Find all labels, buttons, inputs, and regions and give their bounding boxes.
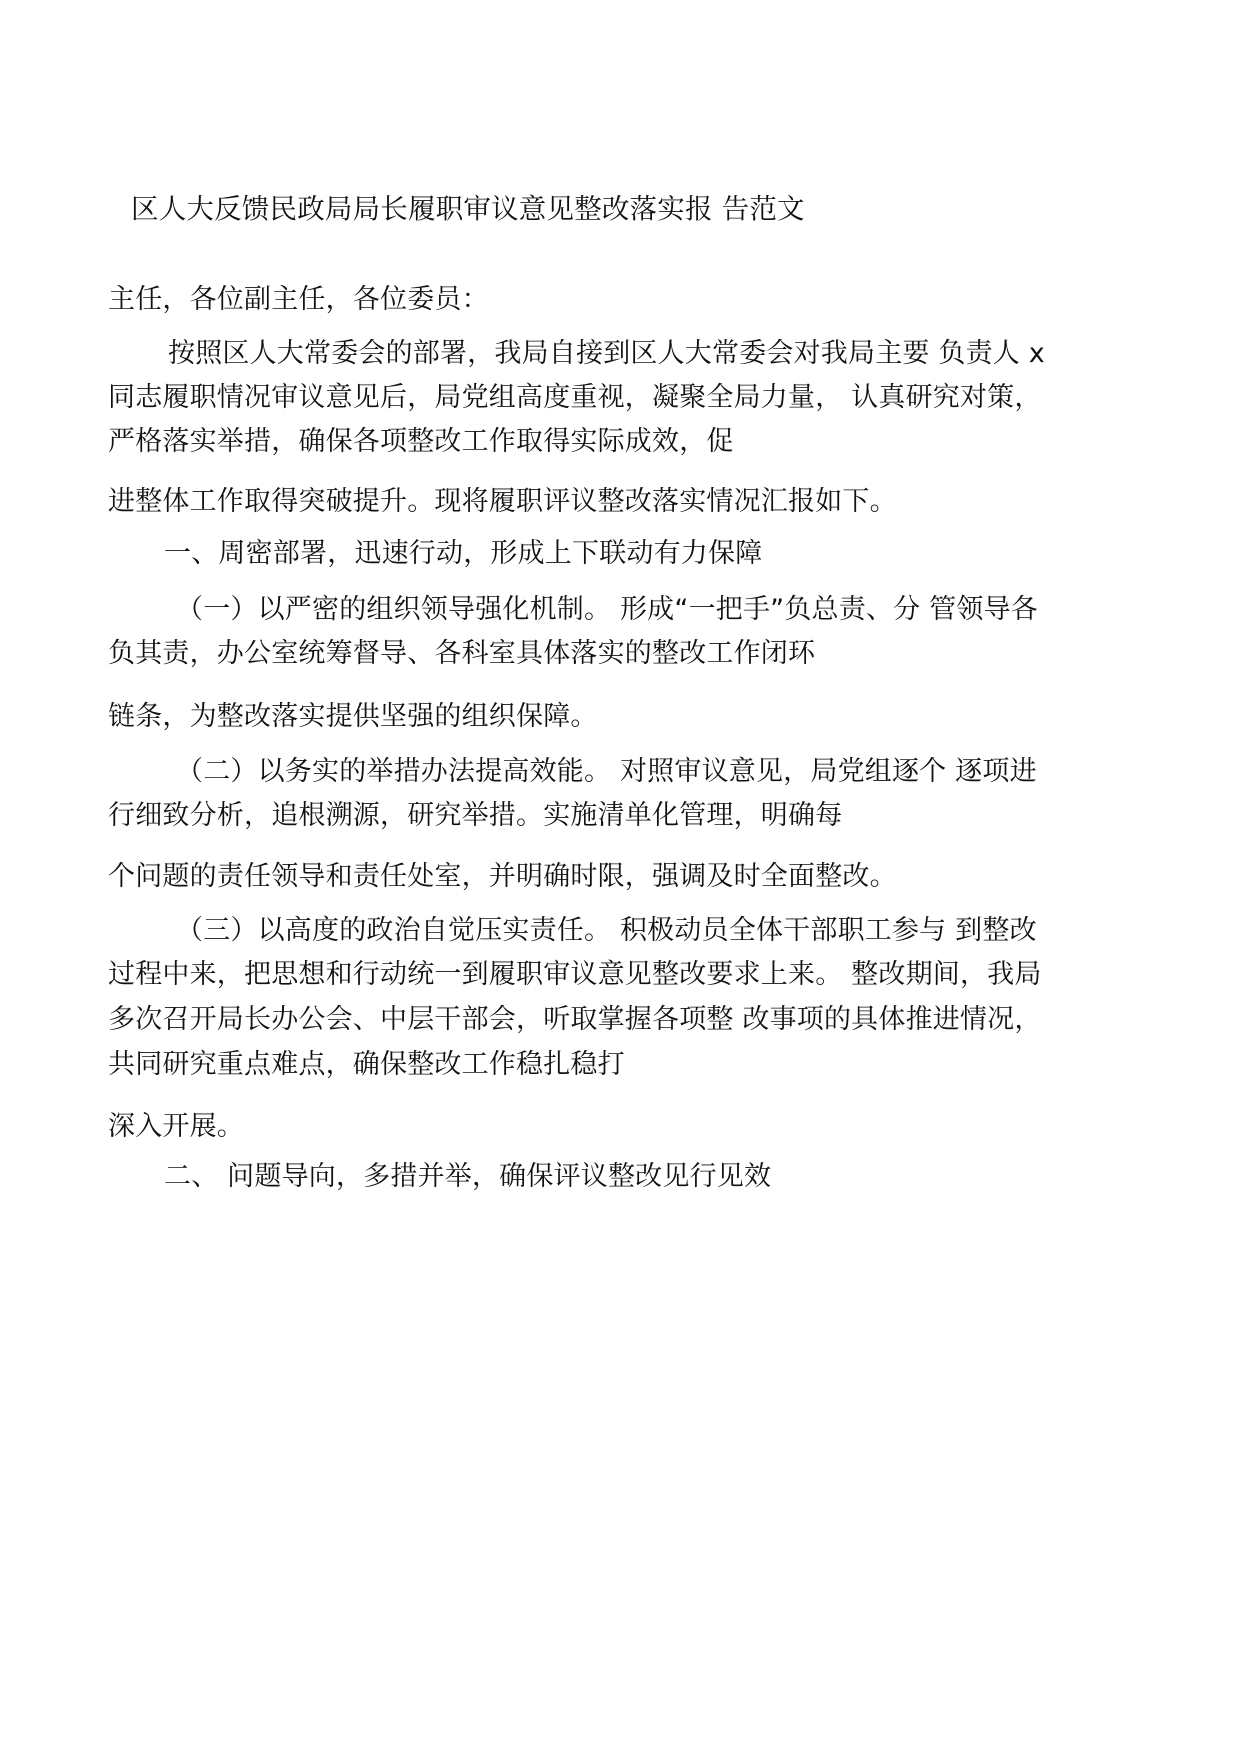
intro-line-1: 按照区人大常委会的部署，我局自接到区人大常委会对我局主要 负责人 x <box>168 338 1045 369</box>
intro-line-2: 同志履职情况审议意见后，局党组高度重视，凝聚全局力量， 认真研究对策， <box>108 382 1042 413</box>
section-1-heading: 一、周密部署，迅速行动，形成上下联动有力保障 <box>164 538 763 569</box>
item-3-line-2: 过程中来，把思想和行动统一到履职审议意见整改要求上来。 整改期间，我局 <box>108 959 1042 990</box>
item-1-line-2: 负其责，办公室统筹督导、各科室具体落实的整改工作闭环 <box>108 638 816 669</box>
document-title: 区人大反馈民政局局长履职审议意见整改落实报 告范文 <box>131 193 805 225</box>
item-3-line-5: 深入开展。 <box>108 1111 244 1142</box>
item-1-line-1: （一）以严密的组织领导强化机制。 形成“一把手”负总责、分 管领导各 <box>176 594 1038 625</box>
salutation: 主任，各位副主任，各位委员： <box>108 284 489 315</box>
item-3-line-4: 共同研究重点难点，确保整改工作稳扎稳打 <box>108 1049 625 1080</box>
item-3-line-3: 多次召开局长办公会、中层干部会，听取掌握各项整 改事项的具体推进情况， <box>108 1004 1042 1035</box>
item-1-line-3: 链条，为整改落实提供坚强的组织保障。 <box>108 701 598 732</box>
item-2-line-2: 行细致分析，追根溯源，研究举措。实施清单化管理，明确每 <box>108 800 843 831</box>
section-2-heading: 二、 问题导向，多措并举，确保评议整改见行见效 <box>164 1161 772 1192</box>
intro-line-4: 进整体工作取得突破提升。现将履职评议整改落实情况汇报如下。 <box>108 486 897 517</box>
item-3-line-1: （三）以高度的政治自觉压实责任。 积极动员全体干部职工参与 到整改 <box>176 915 1037 946</box>
intro-line-3: 严格落实举措，确保各项整改工作取得实际成效，促 <box>108 426 734 457</box>
item-2-line-3: 个问题的责任领导和责任处室，并明确时限，强调及时全面整改。 <box>108 861 897 892</box>
item-2-line-1: （二）以务实的举措办法提高效能。 对照审议意见，局党组逐个 逐项进 <box>176 756 1037 787</box>
